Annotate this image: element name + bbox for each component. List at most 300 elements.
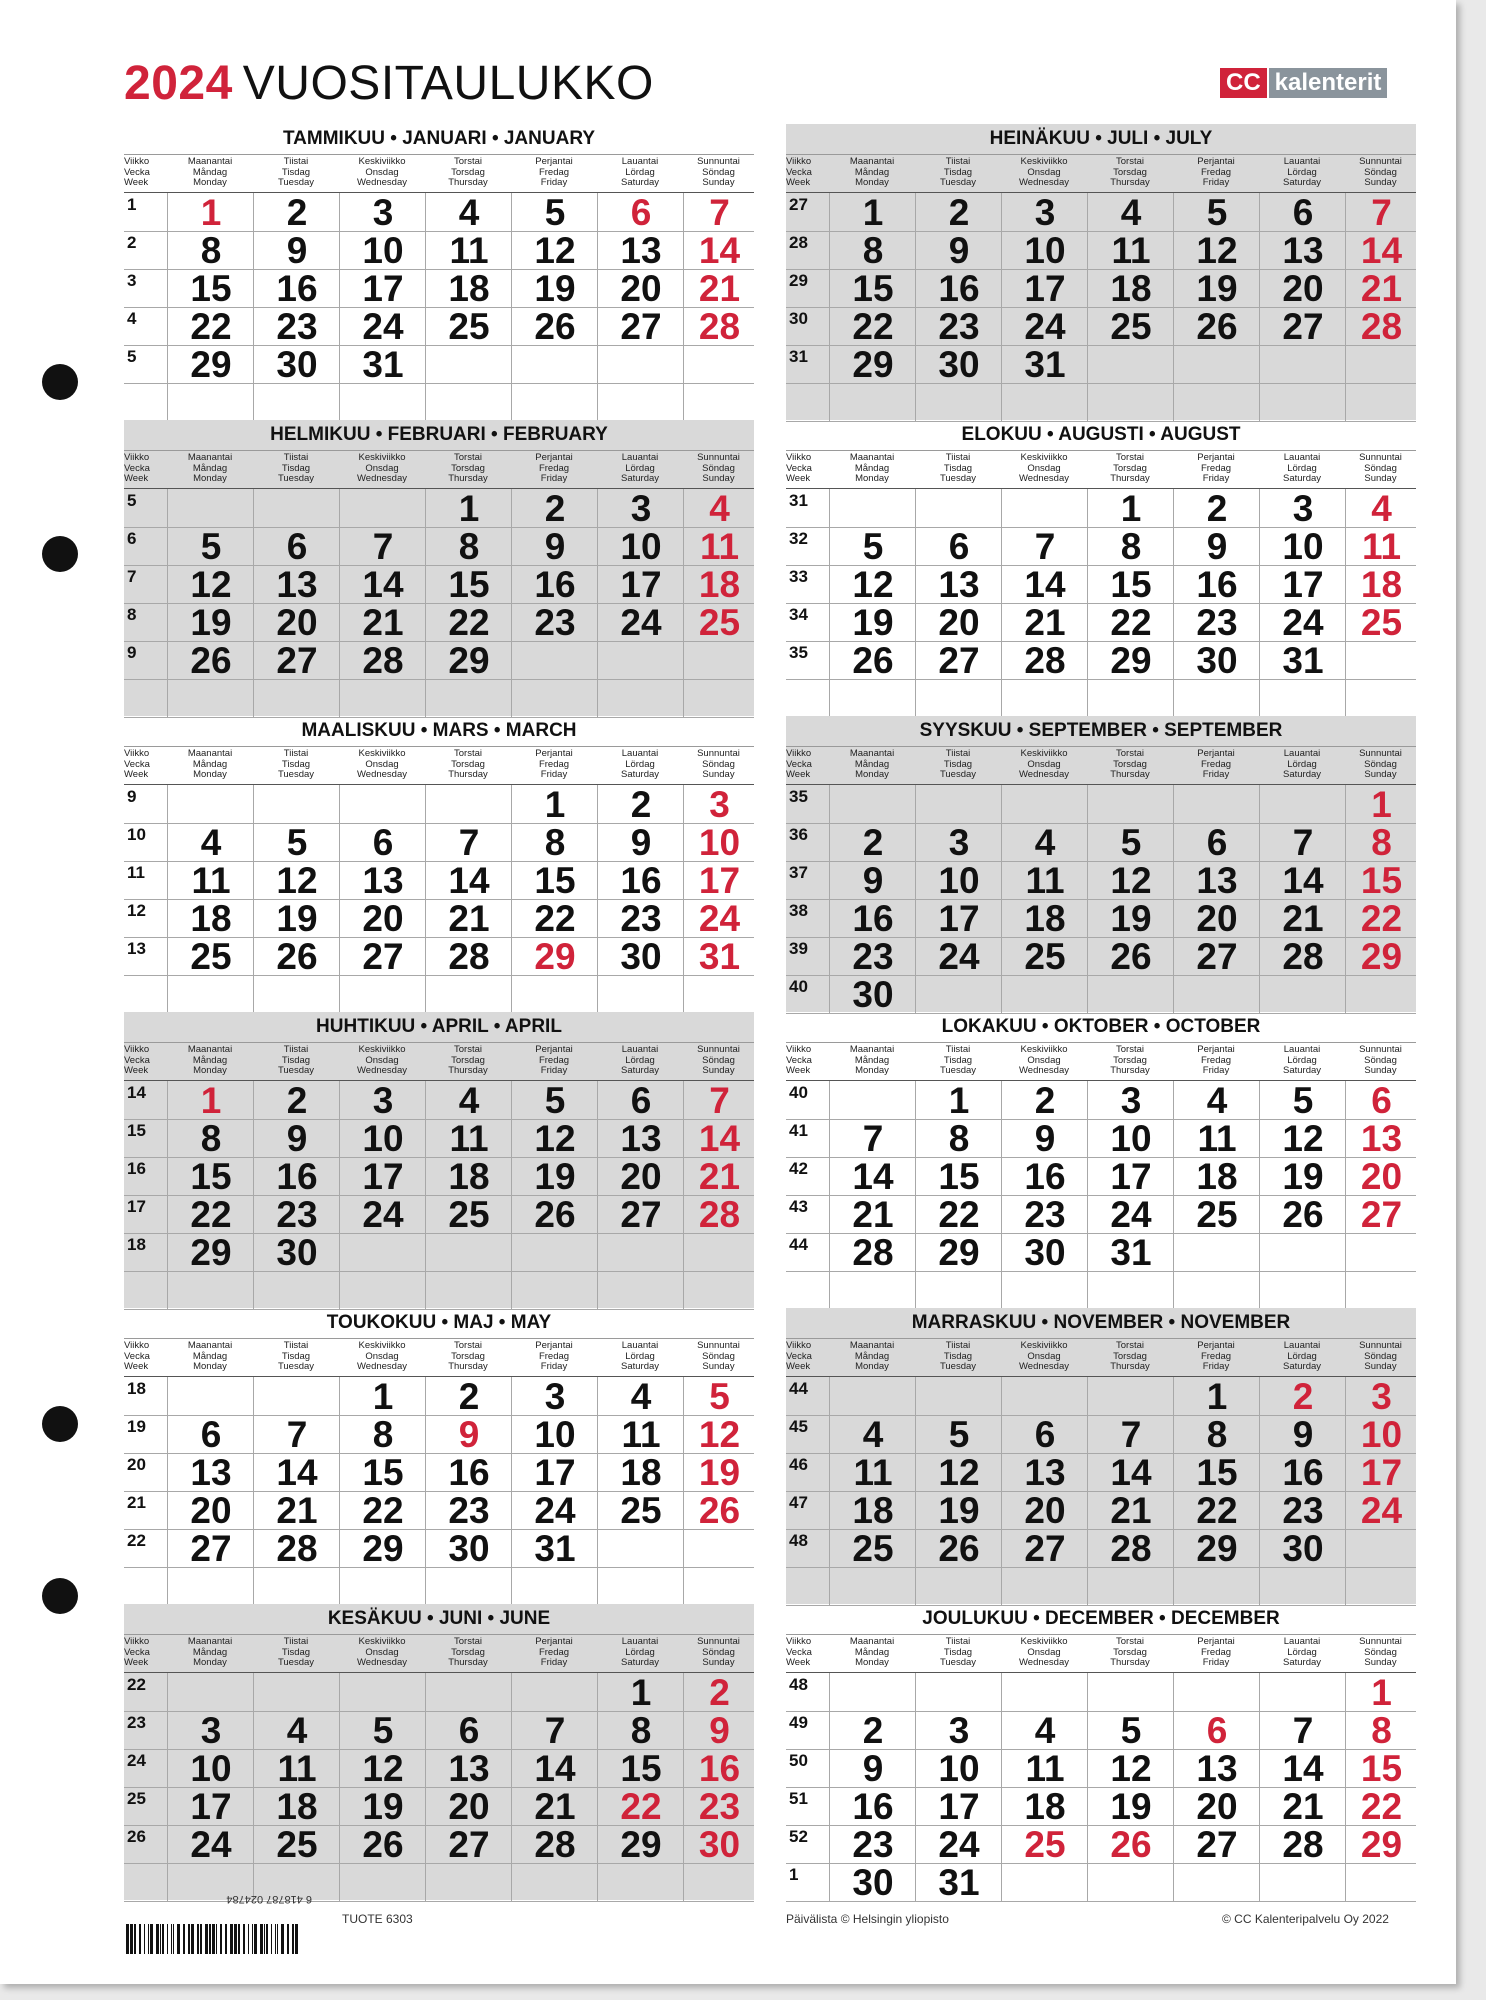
day-cell — [253, 641, 340, 679]
week-number-cell — [786, 1863, 829, 1901]
week-number: 18 — [127, 1235, 146, 1254]
day-number: 21 — [276, 1490, 318, 1531]
day-number: 13 — [362, 860, 404, 901]
weekday-header: Perjantai Fredag Friday — [535, 452, 573, 484]
day-cell — [167, 1825, 254, 1863]
day-number: 16 — [1282, 1452, 1324, 1493]
day-cell — [339, 1233, 426, 1271]
weekday-header: Maanantai Måndag Monday — [187, 1340, 233, 1372]
weekday-header: Sunnuntai Söndag Sunday — [697, 156, 740, 188]
day-cell — [1259, 603, 1346, 641]
day-cell — [1173, 1157, 1260, 1195]
weekday-header: Lauantai Lördag Saturday — [620, 452, 660, 484]
day-cell — [167, 565, 254, 603]
barcode-bar — [252, 1924, 253, 1954]
barcode-bar — [191, 1924, 194, 1954]
day-cell — [425, 1119, 512, 1157]
day-cell — [1001, 489, 1088, 527]
day-cell — [683, 269, 755, 307]
day-number: 23 — [448, 1490, 490, 1531]
day-number: 7 — [862, 1118, 884, 1159]
day-cell — [425, 1491, 512, 1529]
barcode-bar — [281, 1924, 284, 1954]
day-cell — [167, 785, 254, 823]
day-cell — [829, 975, 916, 1013]
day-cell — [597, 1711, 684, 1749]
day-number: 6 — [948, 526, 970, 567]
week-number-cell — [786, 823, 829, 861]
day-cell — [425, 785, 512, 823]
punch-hole — [42, 536, 78, 572]
day-cell — [1001, 1673, 1088, 1711]
week-number: 40 — [789, 977, 808, 996]
day-number: 9 — [286, 230, 308, 271]
weekday-header: Lauantai Lördag Saturday — [620, 156, 660, 188]
day-cell — [829, 527, 916, 565]
day-number: 13 — [1282, 230, 1324, 271]
day-cell — [1345, 679, 1417, 717]
day-number: 24 — [1024, 306, 1066, 347]
day-cell — [1259, 641, 1346, 679]
day-number: 24 — [698, 898, 741, 939]
week-number-cell — [786, 1491, 829, 1529]
day-cell — [1345, 1567, 1417, 1605]
month-grid — [786, 1376, 1416, 1605]
day-cell — [1001, 1529, 1088, 1567]
day-cell — [829, 1825, 916, 1863]
day-cell — [1259, 527, 1346, 565]
week-row — [786, 861, 1416, 900]
day-cell — [425, 383, 512, 421]
day-cell — [597, 1567, 684, 1605]
day-cell — [915, 641, 1002, 679]
day-cell — [1001, 1711, 1088, 1749]
day-number: 3 — [948, 1710, 970, 1751]
day-number: 20 — [1024, 1490, 1066, 1531]
product-code: TUOTE 6303 — [342, 1912, 413, 1926]
weekday-header: Perjantai Fredag Friday — [535, 1636, 573, 1668]
day-cell — [829, 1157, 916, 1195]
day-cell — [253, 1081, 340, 1119]
day-cell — [683, 1271, 755, 1309]
day-number: 27 — [1196, 1824, 1238, 1865]
day-cell — [1001, 1081, 1088, 1119]
barcode-bar — [160, 1924, 161, 1954]
day-number: 13 — [620, 230, 662, 271]
weekday-header: Keskiviikko Onsdag Wednesday — [1019, 452, 1069, 484]
weekday-header: Lauantai Lördag Saturday — [1282, 452, 1322, 484]
day-cell — [1259, 861, 1346, 899]
day-cell — [1345, 307, 1417, 345]
day-number: 7 — [709, 192, 730, 233]
day-number: 23 — [938, 306, 980, 347]
day-cell — [1345, 975, 1417, 1013]
week-number-cell — [786, 1415, 829, 1453]
day-number: 21 — [1282, 1786, 1324, 1827]
day-number: 23 — [620, 898, 662, 939]
day-cell — [597, 527, 684, 565]
day-cell — [1173, 975, 1260, 1013]
weekday-header: Keskiviikko Onsdag Wednesday — [357, 1340, 407, 1372]
day-number: 7 — [1371, 192, 1392, 233]
day-number: 11 — [191, 860, 231, 901]
day-cell — [1001, 193, 1088, 231]
day-number: 4 — [630, 1376, 652, 1417]
day-number: 29 — [362, 1528, 404, 1569]
day-cell — [829, 565, 916, 603]
day-number: 19 — [534, 268, 576, 309]
day-number: 26 — [276, 936, 318, 977]
weekday-header: Maanantai Måndag Monday — [187, 748, 233, 780]
weekday-header: Lauantai Lördag Saturday — [1282, 1636, 1322, 1668]
day-cell — [1001, 565, 1088, 603]
day-cell — [597, 861, 684, 899]
week-number: 20 — [127, 1455, 146, 1474]
day-cell — [511, 1529, 598, 1567]
day-cell — [425, 861, 512, 899]
day-cell — [511, 603, 598, 641]
day-cell — [339, 823, 426, 861]
day-cell — [1001, 1119, 1088, 1157]
day-number: 9 — [630, 822, 652, 863]
day-number: 30 — [852, 1862, 894, 1903]
weekday-header: Sunnuntai Söndag Sunday — [1359, 1636, 1402, 1668]
week-number: 16 — [127, 1159, 146, 1178]
weekday-header: Maanantai Måndag Monday — [849, 1340, 895, 1372]
day-number: 26 — [534, 306, 576, 347]
day-cell — [597, 679, 684, 717]
weekday-header: Torstai Torsdag Thursday — [448, 156, 488, 188]
month-block — [124, 1308, 754, 1604]
weekday-header: Tiistai Tisdag Tuesday — [277, 156, 315, 188]
day-cell — [597, 1787, 684, 1825]
day-cell — [339, 1195, 426, 1233]
weekday-header: Maanantai Måndag Monday — [187, 156, 233, 188]
day-number: 10 — [698, 822, 741, 863]
day-cell — [1345, 1453, 1417, 1491]
day-cell — [339, 1787, 426, 1825]
day-cell — [253, 679, 340, 717]
day-cell — [597, 975, 684, 1013]
day-number: 30 — [1196, 640, 1238, 681]
day-number: 16 — [852, 898, 894, 939]
day-number: 19 — [698, 1452, 741, 1493]
day-cell — [683, 1825, 755, 1863]
day-cell — [253, 861, 340, 899]
week-number: 52 — [789, 1827, 808, 1846]
month-block — [124, 1604, 754, 1900]
day-cell — [1345, 641, 1417, 679]
day-cell — [683, 937, 755, 975]
day-cell — [1087, 1453, 1174, 1491]
day-cell — [511, 489, 598, 527]
day-cell — [1173, 1377, 1260, 1415]
barcode-bar — [254, 1924, 257, 1954]
day-number: 14 — [852, 1156, 894, 1197]
day-number: 6 — [1292, 192, 1314, 233]
day-cell — [1001, 1863, 1088, 1901]
day-cell — [253, 1711, 340, 1749]
day-cell — [683, 861, 755, 899]
day-cell — [511, 565, 598, 603]
day-number: 21 — [1110, 1490, 1152, 1531]
day-number: 12 — [1110, 1748, 1152, 1789]
title-text: VUOSITAULUKKO — [242, 57, 654, 110]
source-note: Päivälista © Helsingin yliopisto — [786, 1912, 949, 1926]
day-cell — [1259, 899, 1346, 937]
day-number: 5 — [1120, 1710, 1142, 1751]
week-number-cell — [124, 193, 167, 231]
week-number-cell — [124, 1787, 167, 1825]
day-cell — [425, 1529, 512, 1567]
day-number: 13 — [1196, 860, 1238, 901]
day-number: 7 — [1120, 1414, 1142, 1455]
week-number-cell — [124, 383, 167, 421]
week-number: 12 — [127, 901, 146, 920]
day-cell — [1173, 1673, 1260, 1711]
day-number: 23 — [1024, 1194, 1066, 1235]
day-cell — [1001, 641, 1088, 679]
day-cell — [597, 383, 684, 421]
day-number: 22 — [1360, 898, 1403, 939]
day-number: 7 — [458, 822, 480, 863]
day-cell — [253, 1195, 340, 1233]
day-number: 9 — [862, 860, 884, 901]
day-number: 27 — [362, 936, 404, 977]
day-cell — [339, 307, 426, 345]
day-cell — [1345, 937, 1417, 975]
day-cell — [683, 1491, 755, 1529]
day-cell — [339, 785, 426, 823]
weekday-header: Keskiviikko Onsdag Wednesday — [357, 1044, 407, 1076]
day-number: 21 — [448, 898, 490, 939]
day-number: 7 — [372, 526, 394, 567]
week-header: Viikko Vecka Week — [124, 1340, 150, 1372]
day-number: 2 — [544, 488, 566, 529]
weekday-header: Sunnuntai Söndag Sunday — [1359, 1044, 1402, 1076]
day-number: 10 — [1360, 1414, 1403, 1455]
day-number: 1 — [1120, 488, 1142, 529]
day-cell — [1259, 1233, 1346, 1271]
day-cell — [829, 937, 916, 975]
day-number: 14 — [1282, 1748, 1324, 1789]
week-number: 29 — [789, 271, 808, 290]
day-number: 5 — [948, 1414, 970, 1455]
day-number: 29 — [852, 344, 894, 385]
week-number-cell — [124, 527, 167, 565]
day-cell — [683, 1529, 755, 1567]
day-cell — [915, 937, 1002, 975]
day-cell — [829, 345, 916, 383]
day-cell — [1087, 489, 1174, 527]
week-row — [786, 1271, 1416, 1310]
day-cell — [829, 269, 916, 307]
day-cell — [1345, 1529, 1417, 1567]
day-cell — [425, 345, 512, 383]
day-number: 5 — [200, 526, 222, 567]
day-number: 7 — [544, 1710, 566, 1751]
weekday-header: Lauantai Lördag Saturday — [1282, 1340, 1322, 1372]
day-cell — [1173, 1233, 1260, 1271]
weekday-header: Lauantai Lördag Saturday — [620, 1044, 660, 1076]
day-number: 8 — [200, 230, 222, 271]
day-number: 24 — [620, 602, 662, 643]
week-number: 26 — [127, 1827, 146, 1846]
month-block — [786, 1012, 1416, 1308]
day-cell — [1087, 1377, 1174, 1415]
day-cell — [425, 565, 512, 603]
day-number: 20 — [190, 1490, 232, 1531]
day-number: 28 — [698, 306, 741, 347]
week-row — [786, 565, 1416, 604]
day-number: 16 — [620, 860, 662, 901]
week-number-cell — [786, 1711, 829, 1749]
day-number: 15 — [362, 1452, 404, 1493]
week-number-cell — [786, 1157, 829, 1195]
day-cell — [915, 823, 1002, 861]
week-number-cell — [786, 1825, 829, 1863]
day-cell — [1173, 1491, 1260, 1529]
day-cell — [915, 1377, 1002, 1415]
day-number: 21 — [1024, 602, 1066, 643]
day-cell — [253, 1491, 340, 1529]
day-number: 19 — [852, 602, 894, 643]
barcode-bar — [230, 1924, 233, 1954]
day-number: 28 — [1024, 640, 1066, 681]
day-number: 20 — [362, 898, 404, 939]
day-cell — [339, 1825, 426, 1863]
day-cell — [1001, 1415, 1088, 1453]
day-number: 1 — [1371, 1672, 1392, 1713]
week-number-cell — [124, 1711, 167, 1749]
week-row — [124, 823, 754, 862]
day-number: 24 — [362, 306, 404, 347]
day-cell — [1173, 1195, 1260, 1233]
day-cell — [1001, 1491, 1088, 1529]
day-number: 15 — [620, 1748, 662, 1789]
day-cell — [1259, 1825, 1346, 1863]
day-cell — [253, 193, 340, 231]
month-grid — [124, 488, 754, 717]
day-number: 17 — [1110, 1156, 1152, 1197]
weekday-header: Perjantai Fredag Friday — [1197, 1044, 1235, 1076]
day-cell — [1087, 679, 1174, 717]
day-cell — [1173, 565, 1260, 603]
week-number-cell — [786, 1529, 829, 1567]
day-cell — [167, 1787, 254, 1825]
barcode-bar — [177, 1924, 180, 1954]
week-number-cell — [124, 1491, 167, 1529]
day-cell — [1001, 1195, 1088, 1233]
day-cell — [167, 1119, 254, 1157]
day-number: 18 — [698, 564, 741, 605]
week-header: Viikko Vecka Week — [786, 748, 812, 780]
week-number-cell — [124, 565, 167, 603]
day-cell — [511, 1233, 598, 1271]
day-cell — [511, 1491, 598, 1529]
day-cell — [1173, 1711, 1260, 1749]
day-cell — [339, 1567, 426, 1605]
day-cell — [1001, 269, 1088, 307]
week-number: 40 — [789, 1083, 808, 1102]
weekday-header: Tiistai Tisdag Tuesday — [939, 748, 977, 780]
week-number-cell — [786, 1567, 829, 1605]
week-row — [124, 603, 754, 642]
day-number: 16 — [852, 1786, 894, 1827]
day-number: 3 — [544, 1376, 566, 1417]
day-cell — [167, 1195, 254, 1233]
week-row — [786, 641, 1416, 680]
day-cell — [339, 861, 426, 899]
day-cell — [1259, 1673, 1346, 1711]
day-number: 19 — [1110, 1786, 1152, 1827]
month-block — [124, 420, 754, 716]
day-cell — [425, 1453, 512, 1491]
day-number: 14 — [448, 860, 490, 901]
barcode-bar — [144, 1924, 145, 1954]
barcode-bar — [243, 1924, 245, 1954]
day-cell — [511, 1271, 598, 1309]
day-number: 25 — [1196, 1194, 1238, 1235]
day-cell — [167, 823, 254, 861]
week-row — [786, 1567, 1416, 1606]
day-cell — [829, 193, 916, 231]
weekday-header: Maanantai Måndag Monday — [849, 156, 895, 188]
week-row — [124, 1825, 754, 1864]
day-number: 13 — [276, 564, 318, 605]
day-cell — [597, 307, 684, 345]
day-cell — [253, 1377, 340, 1415]
day-number: 11 — [449, 230, 489, 271]
day-cell — [683, 1195, 755, 1233]
day-cell — [683, 899, 755, 937]
day-cell — [1173, 269, 1260, 307]
day-cell — [915, 975, 1002, 1013]
day-number: 27 — [1024, 1528, 1066, 1569]
day-cell — [511, 345, 598, 383]
day-cell — [1259, 1567, 1346, 1605]
day-number: 2 — [1292, 1376, 1314, 1417]
day-cell — [425, 1863, 512, 1901]
day-cell — [253, 1271, 340, 1309]
month-title: MARRASKUU • NOVEMBER • NOVEMBER — [911, 1312, 1291, 1333]
barcode-bar — [173, 1924, 174, 1954]
day-cell — [253, 1787, 340, 1825]
day-cell — [1087, 1567, 1174, 1605]
day-number: 11 — [1025, 1748, 1065, 1789]
day-number: 12 — [1110, 860, 1152, 901]
weekday-header: Perjantai Fredag Friday — [535, 748, 573, 780]
day-cell — [1345, 383, 1417, 421]
day-number: 16 — [534, 564, 576, 605]
day-number: 8 — [1206, 1414, 1228, 1455]
day-number: 3 — [630, 488, 652, 529]
barcode-bar — [200, 1924, 202, 1954]
month-title: HELMIKUU • FEBRUARI • FEBRUARY — [270, 424, 608, 445]
day-number: 20 — [620, 268, 662, 309]
weekday-header: Sunnuntai Söndag Sunday — [697, 452, 740, 484]
day-cell — [339, 1863, 426, 1901]
day-cell — [1173, 489, 1260, 527]
day-cell — [597, 1271, 684, 1309]
day-cell — [425, 1415, 512, 1453]
day-cell — [829, 1081, 916, 1119]
day-cell — [829, 1271, 916, 1309]
weekday-header: Tiistai Tisdag Tuesday — [939, 452, 977, 484]
day-cell — [1259, 1529, 1346, 1567]
week-row — [786, 193, 1416, 232]
day-cell — [829, 383, 916, 421]
